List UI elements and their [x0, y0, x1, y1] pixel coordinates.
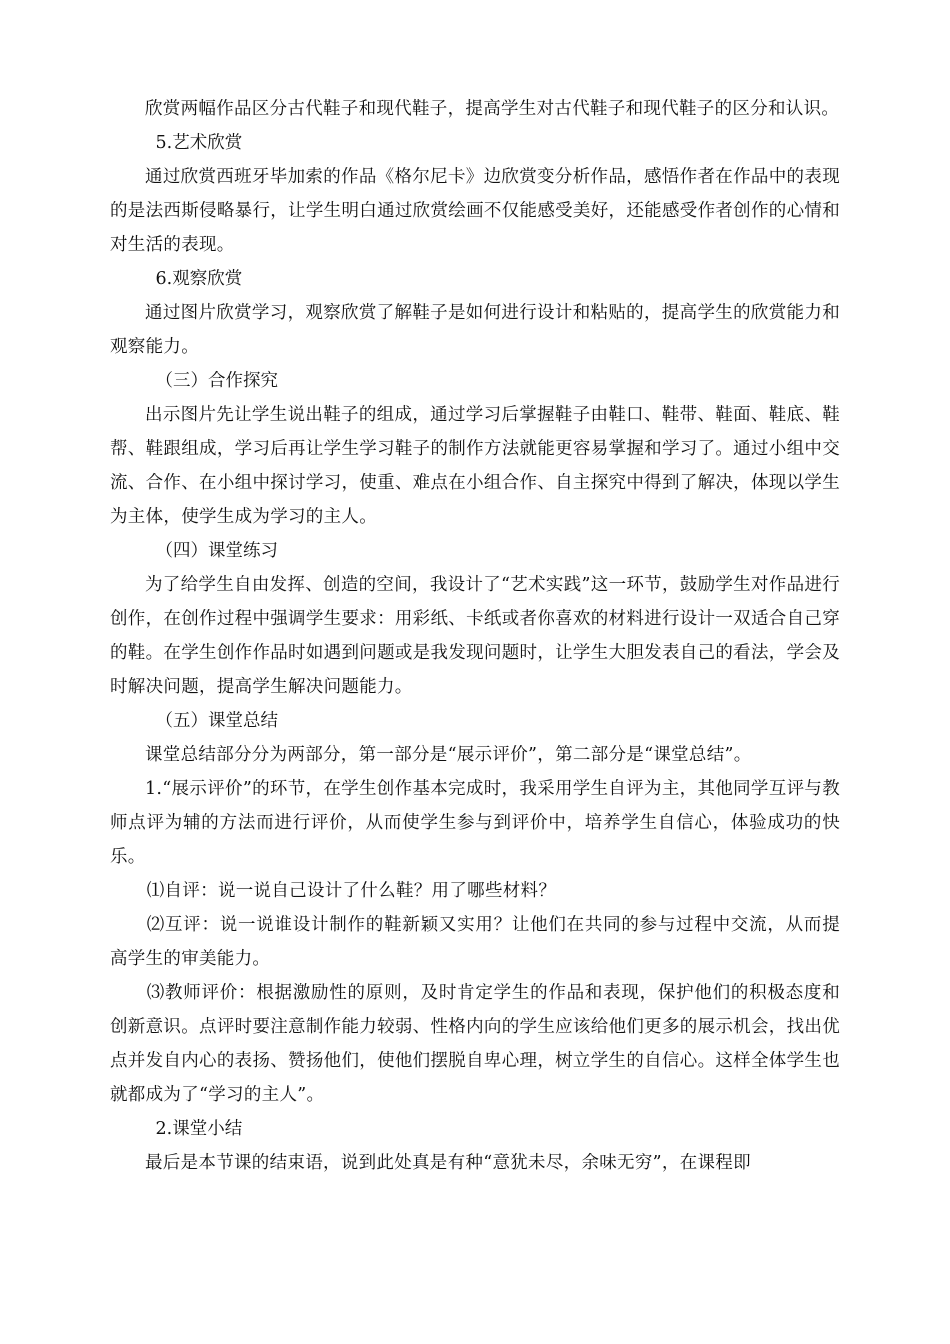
- paragraph-guernica: 通过欣赏西班牙毕加索的作品《格尔尼卡》边欣赏变分析作品，感悟作者在作品中的表现的是法西斯侵略暴行，让学生明白通过欣赏绘画不仅能感受美好，还能感受作者创作的心情和对生活的表现。: [110, 167, 840, 255]
- paragraph-summary-intro: 课堂总结部分分为两部分，第一部分是“展示评价”，第二部分是“课堂总结”。: [145, 745, 752, 765]
- heading-observation-appreciation: 6.观察欣赏: [155, 269, 243, 289]
- paragraph-shoe-comparison: 欣赏两幅作品区分古代鞋子和现代鞋子，提高学生对古代鞋子和现代鞋子的区分和认识。: [145, 99, 840, 119]
- list-item-peer-evaluation: ⑵互评：说一说谁设计制作的鞋新颖又实用？让他们在共同的参与过程中交流，从而提高学生的审美能力。: [110, 915, 840, 969]
- paragraph-shoe-parts: 出示图片先让学生说出鞋子的组成，通过学习后掌握鞋子由鞋口、鞋带、鞋面、鞋底、鞋帮、鞋跟组成，学习后再让学生学习鞋子的制作方法就能更容易掌握和学习了。通过小组中交流、合作、在小组中探讨学习，使重、难点在小组合作、自主探究中得到了解决，体现以学生为主体，使学生成为学习的主人。: [110, 405, 840, 527]
- heading-art-appreciation: 5.艺术欣赏: [155, 133, 243, 153]
- paragraph-art-practice: 为了给学生自由发挥、创造的空间，我设计了“艺术实践”这一环节，鼓励学生对作品进行创作，在创作过程中强调学生要求：用彩纸、卡纸或者你喜欢的材料进行设计一双适合自己穿的鞋。在学生创作作品时如遇到问题或是我发现问题时，让学生大胆发表自己的看法，学会及时解决问题，提高学生解决问题能力。: [110, 575, 840, 697]
- heading-cooperative-inquiry: （三）合作探究: [155, 371, 278, 391]
- paragraph-display-evaluation: 1.“展示评价”的环节，在学生创作基本完成时，我采用学生自评为主，其他同学互评与教师点评为辅的方法而进行评价，从而使学生参与到评价中，培养学生自信心，体验成功的快乐。: [110, 779, 840, 867]
- paragraph-observation: 通过图片欣赏学习，观察欣赏了解鞋子是如何进行设计和粘贴的，提高学生的欣赏能力和观察能力。: [110, 303, 840, 357]
- paragraph-closing: 最后是本节课的结束语，说到此处真是有种“意犹未尽，余味无穷”，在课程即: [145, 1153, 751, 1173]
- heading-class-conclusion: 2.课堂小结: [155, 1119, 243, 1139]
- list-item-self-evaluation: ⑴自评：说一说自己设计了什么鞋？用了哪些材料？: [146, 881, 557, 901]
- heading-classroom-practice: （四）课堂练习: [155, 541, 278, 561]
- heading-classroom-summary: （五）课堂总结: [155, 711, 278, 731]
- list-item-teacher-evaluation: ⑶教师评价：根据激励性的原则，及时肯定学生的作品和表现，保护他们的积极态度和创新意识。点评时要注意制作能力较弱、性格内向的学生应该给他们更多的展示机会，找出优点并发自内心的表扬、赞扬他们，使他们摆脱自卑心理，树立学生的自信心。这样全体学生也就都成为了“学习的主人”。: [110, 983, 840, 1105]
